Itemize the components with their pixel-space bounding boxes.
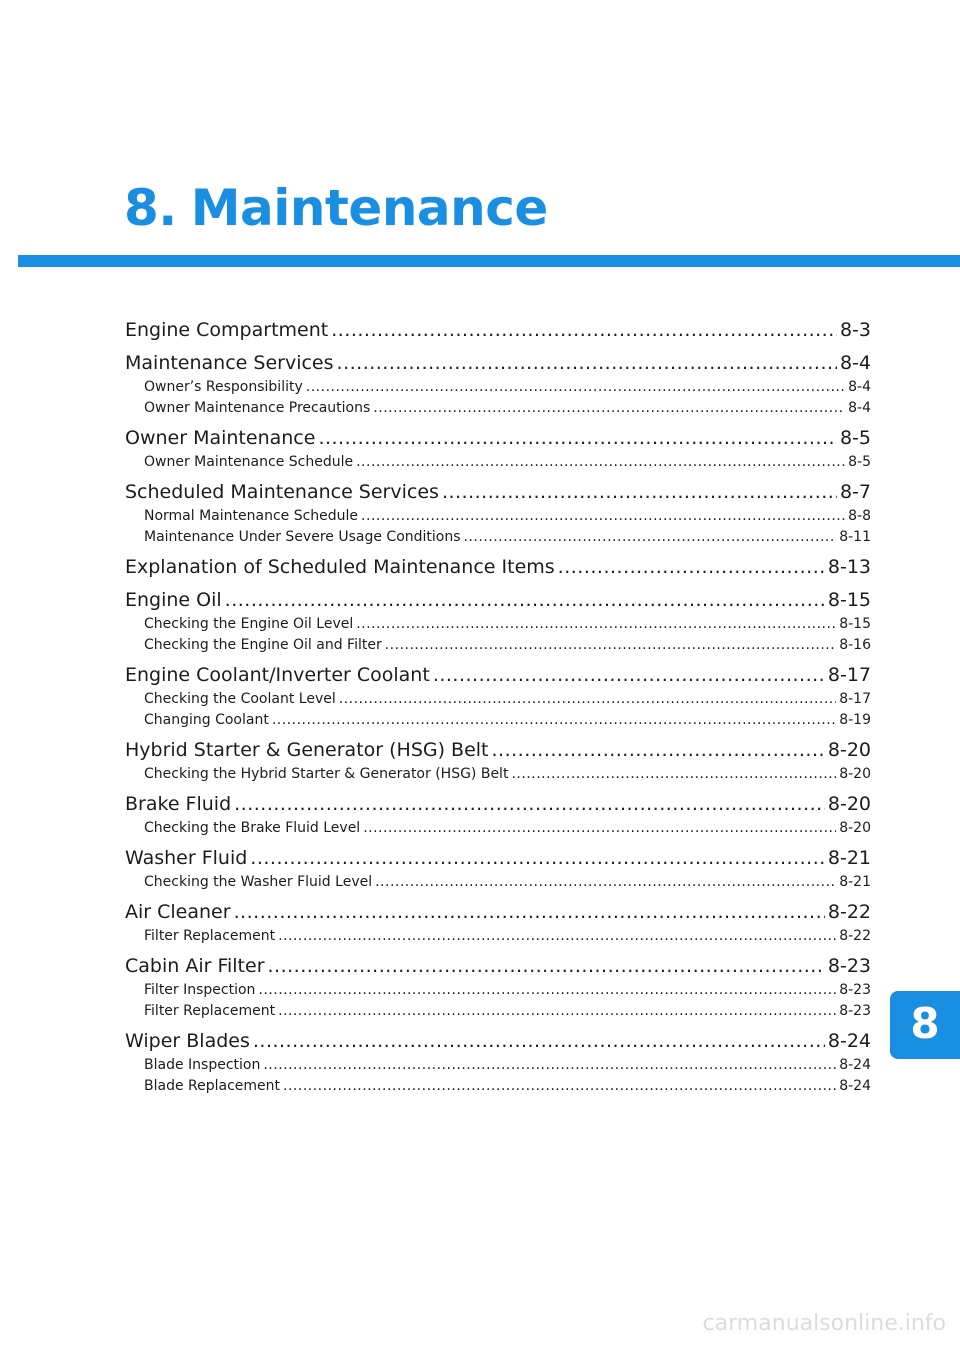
toc-section-entry[interactable] bbox=[125, 553, 871, 581]
dot-leader bbox=[337, 349, 837, 377]
toc-entry-page: 8-22 bbox=[839, 928, 871, 944]
dot-leader bbox=[278, 1001, 836, 1022]
toc-section-entry[interactable] bbox=[125, 844, 871, 872]
toc-section-entry[interactable] bbox=[125, 316, 871, 344]
toc-entry-page: 8-20 bbox=[839, 820, 871, 836]
toc-entry-page: 8-24 bbox=[839, 1078, 871, 1094]
toc-entry-page: 8-22 bbox=[827, 901, 871, 923]
dot-leader bbox=[225, 586, 825, 614]
toc-subsection-entry[interactable] bbox=[125, 398, 871, 419]
toc-entry-page: 8-5 bbox=[839, 427, 871, 449]
dot-leader bbox=[253, 1027, 825, 1055]
toc-entry-page: 8-23 bbox=[839, 982, 871, 998]
watermark: carmanualsonline.info bbox=[702, 1311, 946, 1336]
toc-entry-page: 8-11 bbox=[839, 529, 871, 545]
dot-leader bbox=[263, 1055, 836, 1076]
toc-entry-label: Maintenance Under Severe Usage Conditions bbox=[144, 529, 461, 545]
toc-section-entry[interactable] bbox=[125, 586, 871, 614]
dot-leader bbox=[361, 506, 845, 527]
toc-entry-label: Wiper Blades bbox=[125, 1030, 250, 1052]
toc-subsection-entry[interactable] bbox=[125, 764, 871, 785]
dot-leader bbox=[385, 635, 836, 656]
toc-subsection-entry[interactable] bbox=[125, 872, 871, 893]
toc-entry-page: 8-21 bbox=[839, 874, 871, 890]
dot-leader bbox=[331, 316, 837, 344]
toc-entry-page: 8-5 bbox=[848, 454, 871, 470]
toc-entry-page: 8-21 bbox=[827, 847, 871, 869]
toc-entry-label: Checking the Brake Fluid Level bbox=[144, 820, 361, 836]
dot-leader bbox=[250, 844, 825, 872]
chapter-tab[interactable] bbox=[890, 991, 960, 1059]
dot-leader bbox=[375, 872, 836, 893]
toc-entry-page: 8-13 bbox=[827, 556, 871, 578]
dot-leader bbox=[268, 952, 825, 980]
toc-subsection-entry[interactable] bbox=[125, 506, 871, 527]
toc-entry-label: Air Cleaner bbox=[125, 901, 231, 923]
chapter-title bbox=[124, 179, 548, 237]
toc-section-entry[interactable] bbox=[125, 478, 871, 506]
toc-subsection-entry[interactable] bbox=[125, 926, 871, 947]
toc-subsection-entry[interactable] bbox=[125, 527, 871, 548]
toc-entry-page: 8-4 bbox=[848, 400, 871, 416]
dot-leader bbox=[464, 527, 837, 548]
toc-subsection-entry[interactable] bbox=[125, 689, 871, 710]
toc-entry-page: 8-16 bbox=[839, 637, 871, 653]
dot-leader bbox=[318, 424, 837, 452]
toc-entry-label: Checking the Coolant Level bbox=[144, 691, 336, 707]
toc-entry-page: 8-15 bbox=[827, 589, 871, 611]
toc-section-entry[interactable] bbox=[125, 424, 871, 452]
dot-leader bbox=[356, 452, 845, 473]
dot-leader bbox=[234, 898, 825, 926]
toc-subsection-entry[interactable] bbox=[125, 1055, 871, 1076]
chapter-tab-label: 8 bbox=[910, 999, 940, 1048]
toc-subsection-entry[interactable] bbox=[125, 614, 871, 635]
toc-subsection-entry[interactable] bbox=[125, 980, 871, 1001]
toc-section-entry[interactable] bbox=[125, 790, 871, 818]
toc-entry-page: 8-20 bbox=[827, 739, 871, 761]
toc-entry-label: Hybrid Starter & Generator (HSG) Belt bbox=[125, 739, 489, 761]
toc-subsection-entry[interactable] bbox=[125, 452, 871, 473]
dot-leader bbox=[272, 710, 836, 731]
dot-leader bbox=[433, 661, 825, 689]
toc-subsection-entry[interactable] bbox=[125, 818, 871, 839]
toc-entry-label: Filter Replacement bbox=[144, 928, 276, 944]
dot-leader bbox=[356, 614, 836, 635]
dot-leader bbox=[558, 553, 825, 581]
dot-leader bbox=[283, 1076, 836, 1097]
chapter-name: Maintenance bbox=[190, 179, 548, 237]
toc-entry-label: Checking the Engine Oil and Filter bbox=[144, 637, 382, 653]
toc-entry-page: 8-24 bbox=[827, 1030, 871, 1052]
toc-section-entry[interactable] bbox=[125, 898, 871, 926]
toc-section-entry[interactable] bbox=[125, 1027, 871, 1055]
toc-entry-label: Blade Inspection bbox=[144, 1057, 261, 1073]
dot-leader bbox=[511, 764, 836, 785]
toc-entry-label: Owner Maintenance bbox=[125, 427, 316, 449]
dot-leader bbox=[234, 790, 825, 818]
toc-entry-label: Changing Coolant bbox=[144, 712, 269, 728]
toc-entry-label: Filter Replacement bbox=[144, 1003, 276, 1019]
toc-entry-page: 8-3 bbox=[839, 319, 871, 341]
table-of-contents bbox=[125, 316, 871, 1097]
toc-entry-page: 8-23 bbox=[827, 955, 871, 977]
dot-leader bbox=[306, 377, 845, 398]
dot-leader bbox=[278, 926, 836, 947]
toc-entry-label: Cabin Air Filter bbox=[125, 955, 265, 977]
toc-entry-label: Washer Fluid bbox=[125, 847, 248, 869]
toc-entry-page: 8-23 bbox=[839, 1003, 871, 1019]
toc-entry-page: 8-15 bbox=[839, 616, 871, 632]
toc-entry-label: Engine Coolant/Inverter Coolant bbox=[125, 664, 430, 686]
toc-entry-page: 8-4 bbox=[839, 352, 871, 374]
dot-leader bbox=[492, 736, 825, 764]
toc-entry-label: Engine Oil bbox=[125, 589, 222, 611]
dot-leader bbox=[339, 689, 836, 710]
toc-subsection-entry[interactable] bbox=[125, 710, 871, 731]
toc-entry-label: Owner Maintenance Precautions bbox=[144, 400, 371, 416]
toc-entry-page: 8-8 bbox=[848, 508, 871, 524]
toc-entry-label: Blade Replacement bbox=[144, 1078, 281, 1094]
dot-leader bbox=[258, 980, 836, 1001]
toc-section-entry[interactable] bbox=[125, 661, 871, 689]
toc-entry-label: Checking the Engine Oil Level bbox=[144, 616, 354, 632]
toc-entry-label: Owner’s Responsibility bbox=[144, 379, 303, 395]
toc-section-entry[interactable] bbox=[125, 349, 871, 377]
toc-subsection-entry[interactable] bbox=[125, 635, 871, 656]
toc-entry-page: 8-20 bbox=[827, 793, 871, 815]
toc-entry-label: Engine Compartment bbox=[125, 319, 329, 341]
toc-entry-label: Maintenance Services bbox=[125, 352, 334, 374]
toc-subsection-entry[interactable] bbox=[125, 377, 871, 398]
toc-entry-label: Scheduled Maintenance Services bbox=[125, 481, 439, 503]
toc-entry-label: Checking the Washer Fluid Level bbox=[144, 874, 373, 890]
dot-leader bbox=[442, 478, 837, 506]
toc-entry-label: Checking the Hybrid Starter & Generator (HSG) Belt bbox=[144, 766, 509, 782]
toc-entry-page: 8-20 bbox=[839, 766, 871, 782]
toc-entry-label: Normal Maintenance Schedule bbox=[144, 508, 359, 524]
toc-entry-page: 8-17 bbox=[827, 664, 871, 686]
toc-section-entry[interactable] bbox=[125, 952, 871, 980]
toc-entry-page: 8-4 bbox=[848, 379, 871, 395]
toc-entry-page: 8-24 bbox=[839, 1057, 871, 1073]
toc-subsection-entry[interactable] bbox=[125, 1076, 871, 1097]
toc-entry-label: Brake Fluid bbox=[125, 793, 232, 815]
toc-entry-label: Filter Inspection bbox=[144, 982, 256, 998]
toc-section-entry[interactable] bbox=[125, 736, 871, 764]
dot-leader bbox=[363, 818, 836, 839]
toc-entry-page: 8-19 bbox=[839, 712, 871, 728]
toc-subsection-entry[interactable] bbox=[125, 1001, 871, 1022]
toc-entry-label: Owner Maintenance Schedule bbox=[144, 454, 354, 470]
toc-entry-page: 8-7 bbox=[839, 481, 871, 503]
toc-entry-page: 8-17 bbox=[839, 691, 871, 707]
dot-leader bbox=[373, 398, 845, 419]
title-divider bbox=[18, 255, 960, 267]
chapter-number: 8. bbox=[124, 179, 177, 237]
toc-entry-label: Explanation of Scheduled Maintenance Items bbox=[125, 556, 555, 578]
